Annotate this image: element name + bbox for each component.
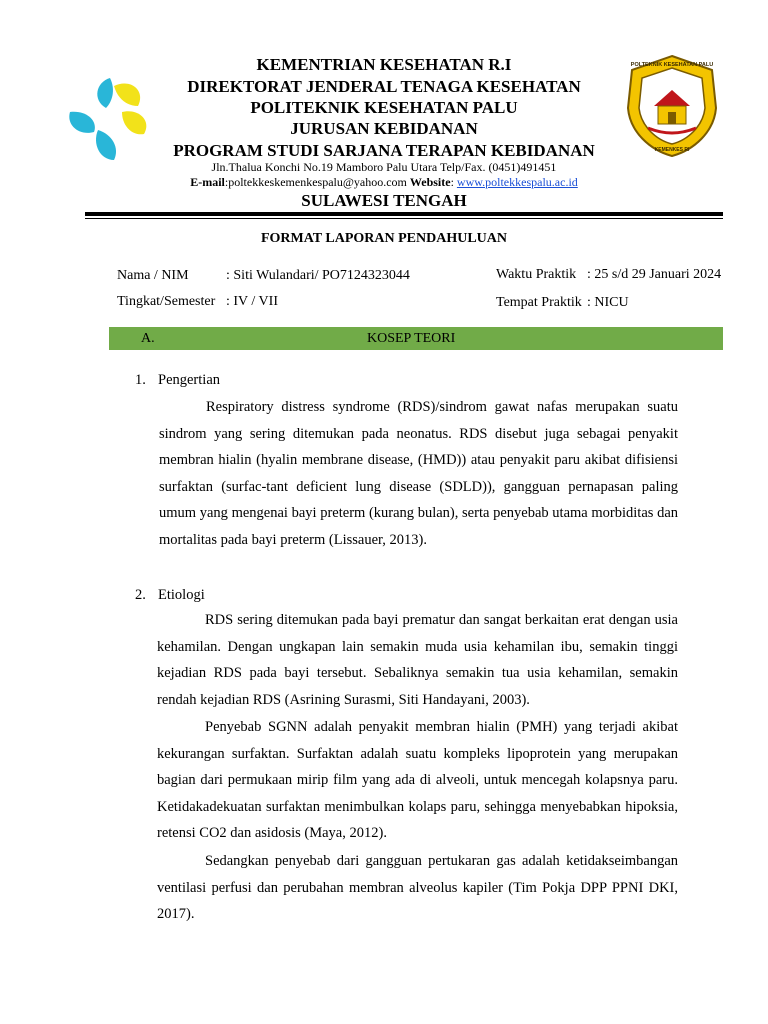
paragraph-pengertian: Respiratory distress syndrome (RDS)/sindrom gawat nafas merupakan suatu sindrom yang sering ditemukan pada neonatus. RDS disebut juga sebagai penyakit membran hialin (hyalin membrane disease, (HMD)) atau penyakit paru akibat difisiensi surfaktan (surfac-tant deficient lung disease (SDLD)), gangguan pernapasan paling umum yang mengenai bayi preterm (kurang bulan), serta penyebab utama morbiditas dan mortalitas pada bayi preterm (Lissauer, 2013). [159, 399, 678, 548]
tingkat-value: : IV / VII [226, 294, 278, 309]
header-region: SULAWESI TENGAH [301, 191, 467, 210]
section-title: KOSEP TEORI [367, 331, 456, 346]
header-contact [0, 174, 768, 190]
tempat-value: : NICU [587, 295, 629, 310]
header-ministry: KEMENTRIAN KESEHATAN R.I [256, 55, 512, 74]
nama-label: Nama / NIM [117, 268, 189, 283]
header-divider-thick [85, 212, 723, 216]
header-institution: POLITEKNIK KESEHATAN PALU [250, 98, 518, 117]
nama-value: : Siti Wulandari/ PO7124323044 [226, 268, 410, 283]
website-link[interactable]: www.poltekkespalu.ac.id [456, 175, 578, 189]
svg-text:POLTEKNIK KESEHATAN PALU: POLTEKNIK KESEHATAN PALU [630, 62, 714, 68]
document-title: FORMAT LAPORAN PENDAHULUAN [260, 231, 508, 246]
email-label: E-mail [190, 175, 225, 189]
item-number: 2. [135, 587, 146, 603]
website-label: Website [409, 175, 451, 189]
paragraph-etiologi-3: Sedangkan penyebab dari gangguan pertukaran gas adalah ketidakseimbangan ventilasi perfusi dan perubahan membran alveolus kapiler (Tim Pokja DPP PPNI DKI, 2017). [157, 853, 678, 923]
email-value: :poltekkeskemenkespalu@yahoo.com [224, 175, 407, 189]
header-program: PROGRAM STUDI SARJANA TERAPAN KEBIDANAN [173, 141, 595, 160]
waktu-label: Waktu Praktik [496, 267, 577, 282]
svg-text:KEMENKES RI: KEMENKES RI [654, 147, 690, 153]
header-address: Jln.Thalua Konchi No.19 Mamboro Palu Utara Telp/Fax. (0451)491451 [211, 160, 557, 174]
item-heading-pengertian: Pengertian [158, 372, 221, 388]
paragraph-etiologi-2: Penyebab SGNN adalah penyakit membran hialin (PMH) yang terjadi akibat kekurangan surfaktan. Surfaktan adalah suatu kompleks lipoprotein yang merupakan bagian dari permukaan mirip film yang ada di alveoli, untuk mencegah kolapsnya paru. Ketidakadekuatan surfaktan menimbulkan kolaps paru, sehingga menyebabkan hipoksia, retensi CO2 dan asidosis (Maya, 2012). [157, 719, 678, 842]
waktu-value: : 25 s/d 29 Januari 2024 [587, 267, 722, 282]
tempat-label: Tempat Praktik [496, 295, 582, 310]
section-letter: A. [141, 331, 155, 346]
item-heading-etiologi: Etiologi [158, 587, 205, 603]
header-divider-thin [85, 218, 723, 219]
tingkat-label: Tingkat/Semester [117, 294, 216, 309]
header-department: JURUSAN KEBIDANAN [290, 119, 478, 138]
section-band [109, 327, 723, 350]
paragraph-etiologi-1: RDS sering ditemukan pada bayi prematur dan sangat berkaitan erat dengan usia kehamilan. Dengan ungkapan lain semakin muda usia kehamilan ibu, semakin tinggi kejadian RDS pada bayi tersebut. Sebaliknya semakin tua usia kehamilan, semakin rendah kejadian RDS (Asrining Surasmi, Siti Handayani, 2003). [157, 612, 678, 708]
header-directorate: DIREKTORAT JENDERAL TENAGA KESEHATAN [187, 77, 581, 96]
website-colon: : [450, 175, 454, 189]
item-number: 1. [135, 372, 146, 388]
